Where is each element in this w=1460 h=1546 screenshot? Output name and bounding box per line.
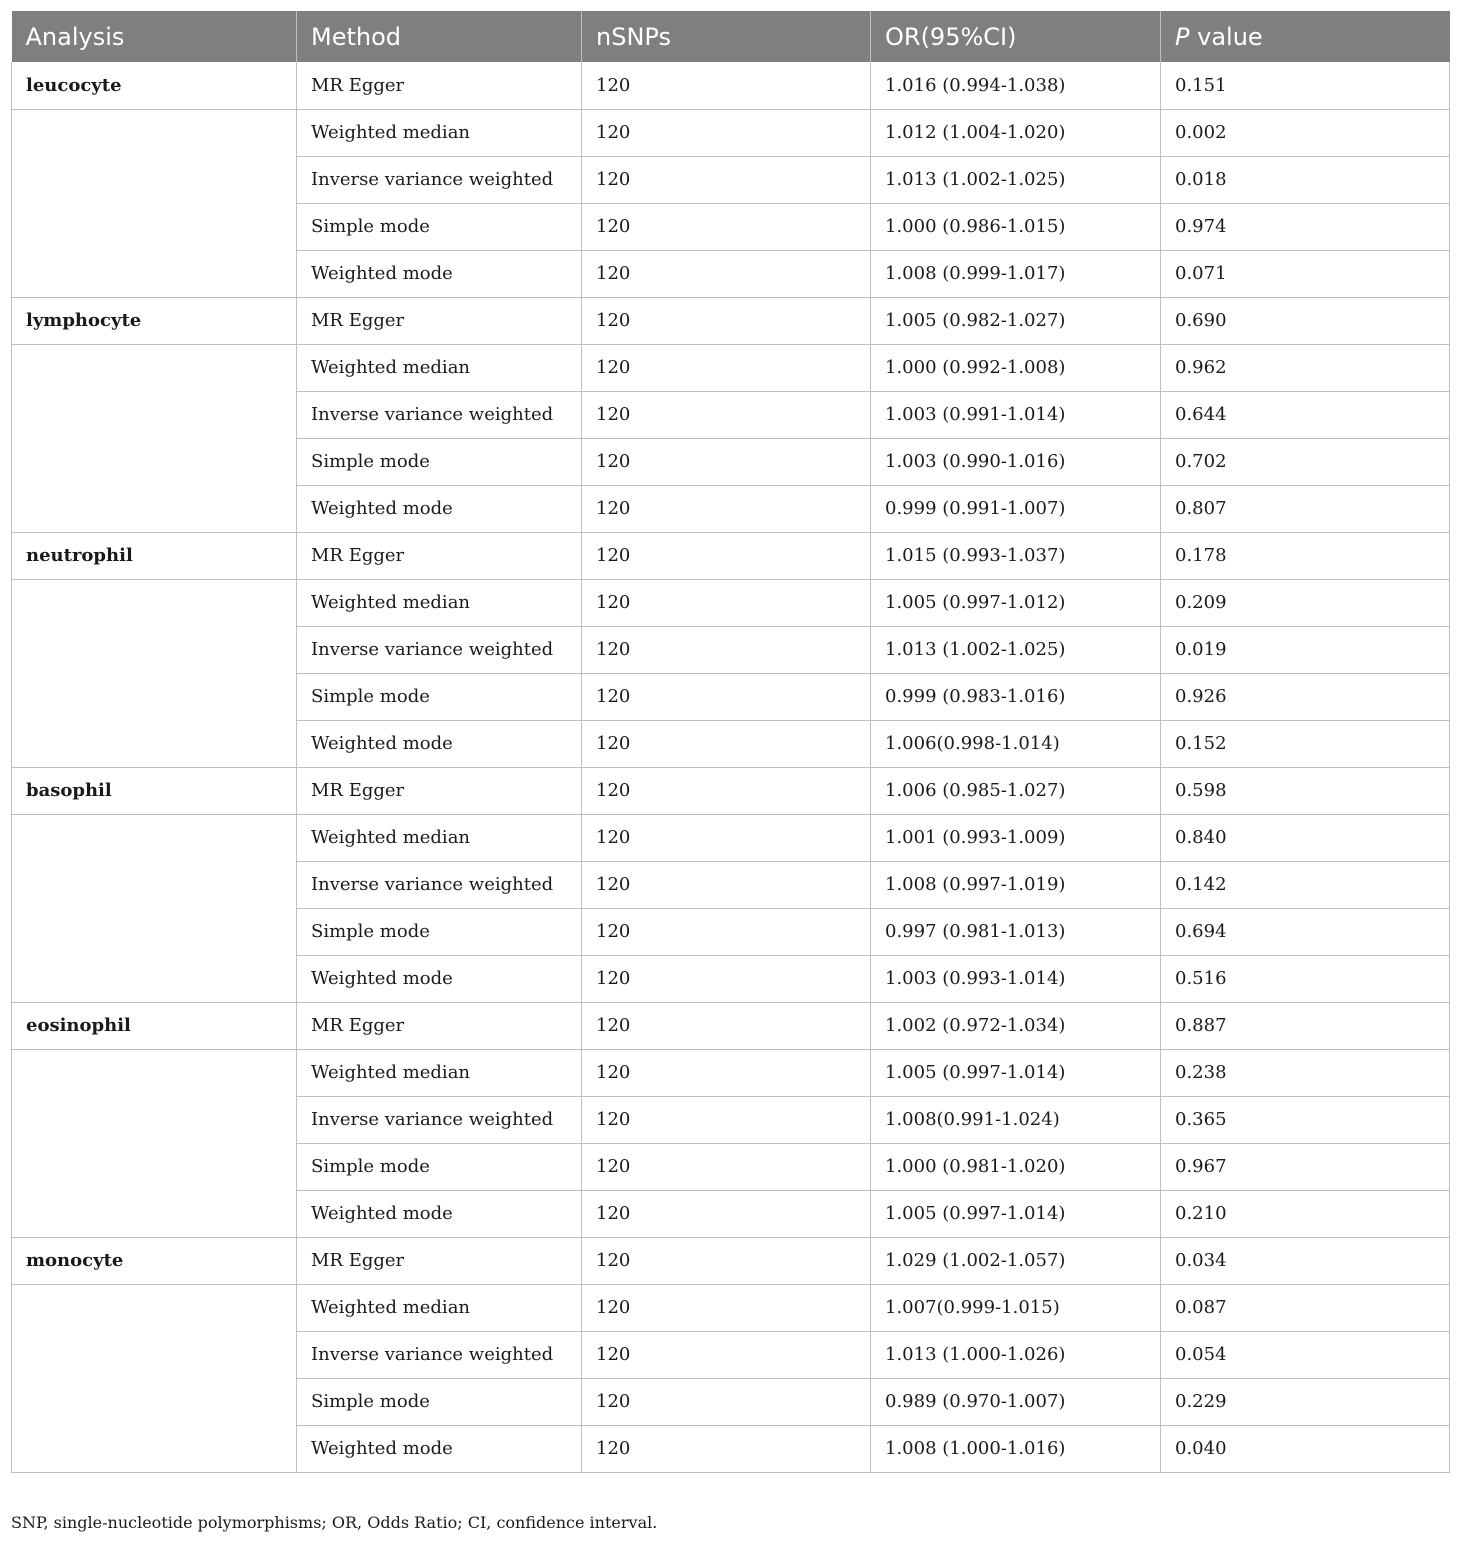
analysis-cell-empty: [12, 485, 297, 532]
or-cell: 1.005 (0.997-1.014): [871, 1049, 1161, 1096]
or-cell: 1.005 (0.982-1.027): [871, 297, 1161, 344]
p-value-cell: 0.002: [1161, 109, 1450, 156]
method-cell: Simple mode: [297, 203, 582, 250]
analysis-cell: basophil: [12, 767, 297, 814]
header-method: Method: [297, 11, 582, 62]
table-row: [12, 203, 1450, 250]
or-cell: 0.989 (0.970-1.007): [871, 1378, 1161, 1425]
p-value-cell: 0.071: [1161, 250, 1450, 297]
or-cell: 1.002 (0.972-1.034): [871, 1002, 1161, 1049]
analysis-cell-empty: [12, 720, 297, 767]
table-header: [12, 11, 1450, 62]
or-cell: 1.013 (1.000-1.026): [871, 1331, 1161, 1378]
analysis-cell-empty: [12, 1284, 297, 1331]
p-value-cell: 0.962: [1161, 344, 1450, 391]
p-value-cell: 0.644: [1161, 391, 1450, 438]
method-cell: Weighted median: [297, 579, 582, 626]
or-cell: 1.003 (0.990-1.016): [871, 438, 1161, 485]
or-cell: 1.007(0.999-1.015): [871, 1284, 1161, 1331]
p-value-cell: 0.238: [1161, 1049, 1450, 1096]
or-cell: 1.015 (0.993-1.037): [871, 532, 1161, 579]
analysis-cell-empty: [12, 1378, 297, 1425]
header-or: OR(95%CI): [871, 11, 1161, 62]
table-row: [12, 814, 1450, 861]
analysis-cell-empty: [12, 1190, 297, 1237]
nsnps-cell: 120: [582, 1284, 871, 1331]
nsnps-cell: 120: [582, 1425, 871, 1472]
or-cell: 0.997 (0.981-1.013): [871, 908, 1161, 955]
table-row: [12, 391, 1450, 438]
table-row: [12, 1378, 1450, 1425]
analysis-cell-empty: [12, 109, 297, 156]
table-row: [12, 1190, 1450, 1237]
method-cell: MR Egger: [297, 767, 582, 814]
nsnps-cell: 120: [582, 109, 871, 156]
table-row: [12, 62, 1450, 109]
header-p-value: [1161, 11, 1450, 62]
p-value-cell: 0.598: [1161, 767, 1450, 814]
table-row: [12, 1237, 1450, 1284]
or-cell: 1.001 (0.993-1.009): [871, 814, 1161, 861]
nsnps-cell: 120: [582, 1002, 871, 1049]
analysis-cell-empty: [12, 1331, 297, 1378]
nsnps-cell: 120: [582, 579, 871, 626]
method-cell: Inverse variance weighted: [297, 626, 582, 673]
or-cell: 1.008 (1.000-1.016): [871, 1425, 1161, 1472]
p-value-cell: 0.040: [1161, 1425, 1450, 1472]
method-cell: MR Egger: [297, 532, 582, 579]
p-value-cell: 0.694: [1161, 908, 1450, 955]
nsnps-cell: 120: [582, 908, 871, 955]
table-row: [12, 579, 1450, 626]
or-cell: 1.008 (0.997-1.019): [871, 861, 1161, 908]
p-value-cell: 0.210: [1161, 1190, 1450, 1237]
nsnps-cell: 120: [582, 861, 871, 908]
method-cell: Weighted median: [297, 1284, 582, 1331]
method-cell: MR Egger: [297, 1002, 582, 1049]
table-row: [12, 767, 1450, 814]
p-value-cell: 0.974: [1161, 203, 1450, 250]
or-cell: 1.000 (0.986-1.015): [871, 203, 1161, 250]
table-footnote: SNP, single-nucleotide polymorphisms; OR, Odds Ratio; CI, confidence interval.: [11, 1513, 658, 1532]
method-cell: MR Egger: [297, 297, 582, 344]
table-row: [12, 344, 1450, 391]
method-cell: Weighted mode: [297, 955, 582, 1002]
p-value-cell: 0.019: [1161, 626, 1450, 673]
nsnps-cell: 120: [582, 344, 871, 391]
method-cell: Weighted mode: [297, 250, 582, 297]
table-row: [12, 720, 1450, 767]
header-nsnps: nSNPs: [582, 11, 871, 62]
table-row: [12, 1049, 1450, 1096]
nsnps-cell: 120: [582, 1096, 871, 1143]
nsnps-cell: 120: [582, 1237, 871, 1284]
table-row: [12, 626, 1450, 673]
or-cell: 1.013 (1.002-1.025): [871, 626, 1161, 673]
method-cell: MR Egger: [297, 62, 582, 109]
table-row: [12, 109, 1450, 156]
method-cell: MR Egger: [297, 1237, 582, 1284]
method-cell: Weighted mode: [297, 1190, 582, 1237]
or-cell: 1.016 (0.994-1.038): [871, 62, 1161, 109]
analysis-cell-empty: [12, 908, 297, 955]
analysis-cell-empty: [12, 203, 297, 250]
nsnps-cell: 120: [582, 250, 871, 297]
nsnps-cell: 120: [582, 814, 871, 861]
analysis-cell-empty: [12, 156, 297, 203]
p-value-cell: 0.209: [1161, 579, 1450, 626]
analysis-cell-empty: [12, 861, 297, 908]
analysis-cell-empty: [12, 626, 297, 673]
method-cell: Simple mode: [297, 908, 582, 955]
or-cell: 1.008 (0.999-1.017): [871, 250, 1161, 297]
p-value-cell: 0.967: [1161, 1143, 1450, 1190]
method-cell: Simple mode: [297, 438, 582, 485]
analysis-cell-empty: [12, 1096, 297, 1143]
table-row: [12, 1284, 1450, 1331]
method-cell: Weighted median: [297, 109, 582, 156]
or-cell: 0.999 (0.983-1.016): [871, 673, 1161, 720]
p-value-cell: 0.087: [1161, 1284, 1450, 1331]
analysis-cell-empty: [12, 955, 297, 1002]
nsnps-cell: 120: [582, 720, 871, 767]
or-cell: 1.005 (0.997-1.012): [871, 579, 1161, 626]
nsnps-cell: 120: [582, 1049, 871, 1096]
nsnps-cell: 120: [582, 391, 871, 438]
analysis-cell: lymphocyte: [12, 297, 297, 344]
table-row: [12, 955, 1450, 1002]
or-cell: 1.006 (0.985-1.027): [871, 767, 1161, 814]
method-cell: Weighted median: [297, 814, 582, 861]
results-table-container: [11, 11, 1449, 1473]
table-row: [12, 485, 1450, 532]
table-row: [12, 1425, 1450, 1472]
method-cell: Inverse variance weighted: [297, 1096, 582, 1143]
nsnps-cell: 120: [582, 955, 871, 1002]
table-row: [12, 250, 1450, 297]
table-body: [12, 62, 1450, 1472]
analysis-cell-empty: [12, 250, 297, 297]
nsnps-cell: 120: [582, 62, 871, 109]
analysis-cell-empty: [12, 1425, 297, 1472]
method-cell: Weighted median: [297, 1049, 582, 1096]
or-cell: 1.029 (1.002-1.057): [871, 1237, 1161, 1284]
p-value-cell: 0.151: [1161, 62, 1450, 109]
analysis-cell-empty: [12, 1049, 297, 1096]
p-value-cell: 0.702: [1161, 438, 1450, 485]
table-row: [12, 297, 1450, 344]
table-row: [12, 861, 1450, 908]
p-value-cell: 0.690: [1161, 297, 1450, 344]
p-value-cell: 0.178: [1161, 532, 1450, 579]
nsnps-cell: 120: [582, 297, 871, 344]
nsnps-cell: 120: [582, 673, 871, 720]
nsnps-cell: 120: [582, 438, 871, 485]
or-cell: 0.999 (0.991-1.007): [871, 485, 1161, 532]
table-row: [12, 673, 1450, 720]
or-cell: 1.000 (0.992-1.008): [871, 344, 1161, 391]
nsnps-cell: 120: [582, 767, 871, 814]
nsnps-cell: 120: [582, 485, 871, 532]
analysis-cell-empty: [12, 391, 297, 438]
mr-results-table: [11, 11, 1450, 1473]
or-cell: 1.000 (0.981-1.020): [871, 1143, 1161, 1190]
method-cell: Inverse variance weighted: [297, 1331, 582, 1378]
nsnps-cell: 120: [582, 1331, 871, 1378]
nsnps-cell: 120: [582, 532, 871, 579]
method-cell: Weighted mode: [297, 1425, 582, 1472]
analysis-cell-empty: [12, 438, 297, 485]
table-row: [12, 156, 1450, 203]
table-row: [12, 1143, 1450, 1190]
nsnps-cell: 120: [582, 626, 871, 673]
table-row: [12, 1096, 1450, 1143]
analysis-cell: eosinophil: [12, 1002, 297, 1049]
or-cell: 1.003 (0.993-1.014): [871, 955, 1161, 1002]
or-cell: 1.005 (0.997-1.014): [871, 1190, 1161, 1237]
table-row: [12, 532, 1450, 579]
method-cell: Weighted median: [297, 344, 582, 391]
p-value-cell: 0.516: [1161, 955, 1450, 1002]
or-cell: 1.006(0.998-1.014): [871, 720, 1161, 767]
or-cell: 1.008(0.991-1.024): [871, 1096, 1161, 1143]
header-row: [12, 11, 1450, 62]
p-value-cell: 0.229: [1161, 1378, 1450, 1425]
analysis-cell-empty: [12, 579, 297, 626]
p-value-cell: 0.365: [1161, 1096, 1450, 1143]
p-value-cell: 0.887: [1161, 1002, 1450, 1049]
method-cell: Weighted mode: [297, 485, 582, 532]
nsnps-cell: 120: [582, 1143, 871, 1190]
header-p-italic: P: [1175, 22, 1190, 51]
header-analysis: Analysis: [12, 11, 297, 62]
table-row: [12, 908, 1450, 955]
p-value-cell: 0.840: [1161, 814, 1450, 861]
analysis-cell-empty: [12, 344, 297, 391]
method-cell: Simple mode: [297, 1378, 582, 1425]
nsnps-cell: 120: [582, 156, 871, 203]
header-p-rest: value: [1189, 22, 1263, 51]
nsnps-cell: 120: [582, 1378, 871, 1425]
or-cell: 1.013 (1.002-1.025): [871, 156, 1161, 203]
method-cell: Inverse variance weighted: [297, 861, 582, 908]
p-value-cell: 0.152: [1161, 720, 1450, 767]
analysis-cell: monocyte: [12, 1237, 297, 1284]
or-cell: 1.003 (0.991-1.014): [871, 391, 1161, 438]
p-value-cell: 0.807: [1161, 485, 1450, 532]
method-cell: Simple mode: [297, 1143, 582, 1190]
method-cell: Inverse variance weighted: [297, 156, 582, 203]
table-row: [12, 438, 1450, 485]
analysis-cell-empty: [12, 673, 297, 720]
method-cell: Weighted mode: [297, 720, 582, 767]
method-cell: Inverse variance weighted: [297, 391, 582, 438]
analysis-cell: neutrophil: [12, 532, 297, 579]
p-value-cell: 0.926: [1161, 673, 1450, 720]
nsnps-cell: 120: [582, 1190, 871, 1237]
table-row: [12, 1331, 1450, 1378]
analysis-cell: leucocyte: [12, 62, 297, 109]
nsnps-cell: 120: [582, 203, 871, 250]
or-cell: 1.012 (1.004-1.020): [871, 109, 1161, 156]
p-value-cell: 0.018: [1161, 156, 1450, 203]
p-value-cell: 0.054: [1161, 1331, 1450, 1378]
analysis-cell-empty: [12, 1143, 297, 1190]
p-value-cell: 0.142: [1161, 861, 1450, 908]
method-cell: Simple mode: [297, 673, 582, 720]
p-value-cell: 0.034: [1161, 1237, 1450, 1284]
table-row: [12, 1002, 1450, 1049]
analysis-cell-empty: [12, 814, 297, 861]
